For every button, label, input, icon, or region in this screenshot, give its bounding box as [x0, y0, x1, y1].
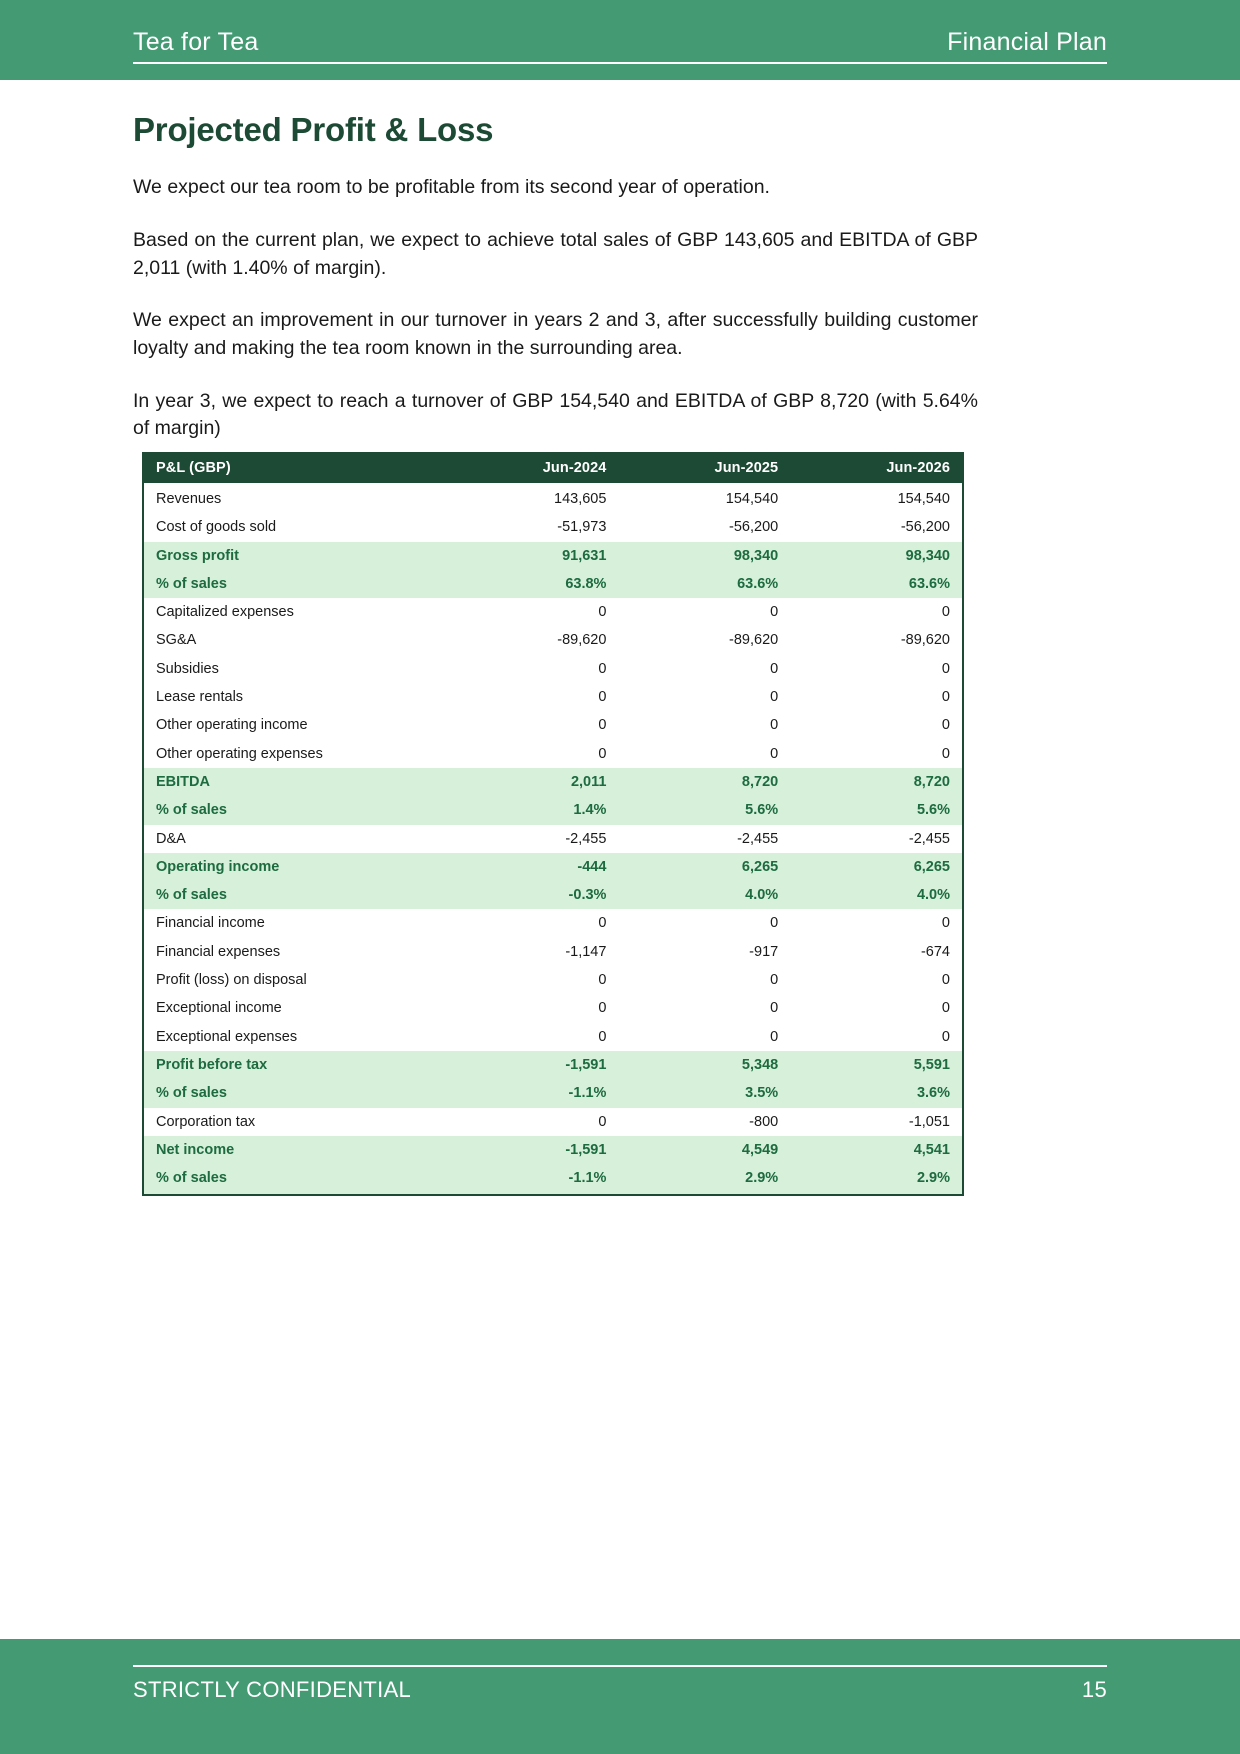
row-value: 0 [618, 909, 790, 937]
table-row [144, 825, 962, 853]
row-value: 8,720 [790, 768, 962, 796]
row-value: 0 [447, 598, 619, 626]
row-value: -89,620 [447, 626, 619, 654]
paragraph-4: In year 3, we expect to reach a turnover of GBP 154,540 and EBITDA of GBP 8,720 (with 5.64% of margin) [133, 389, 978, 440]
row-value: 0 [790, 909, 962, 937]
row-value: 6,265 [618, 853, 790, 881]
table-row [144, 1051, 962, 1079]
row-value: -444 [447, 853, 619, 881]
row-value: -56,200 [618, 513, 790, 541]
row-label: SG&A [144, 626, 447, 654]
row-value: 0 [447, 1108, 619, 1136]
row-value: 1.4% [447, 796, 619, 824]
row-value: -56,200 [790, 513, 962, 541]
column-header-jun-2025: Jun-2025 [618, 454, 790, 483]
table-row [144, 768, 962, 796]
row-value: 63.6% [790, 570, 962, 598]
row-value: -51,973 [447, 513, 619, 541]
table-row [144, 1108, 962, 1136]
row-value: 0 [447, 655, 619, 683]
table-row [144, 740, 962, 768]
row-label: Gross profit [144, 542, 447, 570]
row-value: 0 [618, 740, 790, 768]
row-value: -1.1% [447, 1079, 619, 1107]
row-label: Financial expenses [144, 938, 447, 966]
row-value: 0 [447, 909, 619, 937]
row-value: -1,147 [447, 938, 619, 966]
document-brand-title: Tea for Tea [133, 28, 259, 56]
row-value: 0 [447, 683, 619, 711]
table-row [144, 483, 962, 513]
table-row [144, 626, 962, 654]
row-value: 0 [447, 740, 619, 768]
row-value: 0 [790, 1023, 962, 1051]
paragraph-2: Based on the current plan, we expect to achieve total sales of GBP 143,605 and EBITDA of GBP 2,011 (with 1.40% of margin). [133, 228, 978, 279]
row-label: Cost of goods sold [144, 513, 447, 541]
row-value: 4.0% [618, 881, 790, 909]
page-header-inner [133, 30, 1107, 64]
row-value: -674 [790, 938, 962, 966]
table-header-row [144, 454, 962, 483]
row-value: -2,455 [618, 825, 790, 853]
page-number: 15 [1081, 1677, 1107, 1702]
row-value: 0 [447, 994, 619, 1022]
table-row [144, 796, 962, 824]
table-row [144, 1023, 962, 1051]
table-row [144, 909, 962, 937]
row-value: 63.8% [447, 570, 619, 598]
table-row [144, 1079, 962, 1107]
row-label: Exceptional income [144, 994, 447, 1022]
row-label: % of sales [144, 1079, 447, 1107]
row-value: -0.3% [447, 881, 619, 909]
row-value: 0 [618, 711, 790, 739]
paragraph-1: We expect our tea room to be profitable from its second year of operation. [133, 176, 770, 199]
paragraph-3: We expect an improvement in our turnover in years 2 and 3, after successfully building customer loyalty and making the tea room known in the surrounding area. [133, 309, 978, 360]
row-value: 0 [618, 598, 790, 626]
row-value: -89,620 [618, 626, 790, 654]
row-value: 0 [790, 655, 962, 683]
page-title: Projected Profit & Loss [133, 111, 494, 148]
table-row [144, 655, 962, 683]
column-header-jun-2026: Jun-2026 [790, 454, 962, 483]
table-body [144, 483, 962, 1194]
table-row [144, 683, 962, 711]
row-value: 0 [790, 711, 962, 739]
table-row [144, 1136, 962, 1164]
row-value: 0 [790, 966, 962, 994]
row-label: Financial income [144, 909, 447, 937]
row-label: Revenues [144, 483, 447, 513]
row-value: 154,540 [790, 483, 962, 513]
table-row [144, 513, 962, 541]
row-value: 2.9% [790, 1164, 962, 1194]
row-value: -2,455 [790, 825, 962, 853]
row-value: 0 [618, 994, 790, 1022]
profit-and-loss-table-container [142, 452, 964, 1196]
row-label: Lease rentals [144, 683, 447, 711]
row-value: 8,720 [618, 768, 790, 796]
row-value: 0 [790, 994, 962, 1022]
row-value: 98,340 [618, 542, 790, 570]
row-label: Subsidies [144, 655, 447, 683]
table-row [144, 1164, 962, 1194]
row-value: 0 [447, 966, 619, 994]
row-value: 5.6% [790, 796, 962, 824]
row-value: 0 [790, 740, 962, 768]
table-row [144, 994, 962, 1022]
row-value: 154,540 [618, 483, 790, 513]
table-row [144, 711, 962, 739]
row-value: 0 [618, 966, 790, 994]
row-label: Profit before tax [144, 1051, 447, 1079]
row-value: 0 [447, 1023, 619, 1051]
table-row [144, 938, 962, 966]
page-footer-inner [133, 1665, 1107, 1701]
column-header-label: P&L (GBP) [144, 454, 447, 483]
document-section-title: Financial Plan [947, 28, 1107, 56]
row-label: % of sales [144, 570, 447, 598]
row-value: 3.5% [618, 1079, 790, 1107]
row-label: Operating income [144, 853, 447, 881]
table-row [144, 881, 962, 909]
row-label: Capitalized expenses [144, 598, 447, 626]
main-content [133, 112, 978, 473]
row-value: 2,011 [447, 768, 619, 796]
row-label: % of sales [144, 881, 447, 909]
table-row [144, 598, 962, 626]
row-value: 5,348 [618, 1051, 790, 1079]
row-value: 4,541 [790, 1136, 962, 1164]
row-value: 98,340 [790, 542, 962, 570]
table-row [144, 853, 962, 881]
row-value: 0 [790, 598, 962, 626]
row-value: -1,051 [790, 1108, 962, 1136]
row-value: 0 [447, 711, 619, 739]
row-value: 63.6% [618, 570, 790, 598]
table-row [144, 570, 962, 598]
row-value: -2,455 [447, 825, 619, 853]
row-label: Profit (loss) on disposal [144, 966, 447, 994]
row-label: Exceptional expenses [144, 1023, 447, 1051]
row-label: % of sales [144, 796, 447, 824]
row-value: -800 [618, 1108, 790, 1136]
row-value: 6,265 [790, 853, 962, 881]
row-value: 4.0% [790, 881, 962, 909]
row-value: 4,549 [618, 1136, 790, 1164]
row-value: 91,631 [447, 542, 619, 570]
row-value: 0 [618, 683, 790, 711]
row-label: Net income [144, 1136, 447, 1164]
table-row [144, 542, 962, 570]
row-value: 3.6% [790, 1079, 962, 1107]
row-value: 5.6% [618, 796, 790, 824]
column-header-jun-2024: Jun-2024 [447, 454, 619, 483]
row-label: Other operating income [144, 711, 447, 739]
row-value: 0 [618, 655, 790, 683]
row-value: -89,620 [790, 626, 962, 654]
row-value: 143,605 [447, 483, 619, 513]
table-header [144, 454, 962, 483]
row-value: 0 [618, 1023, 790, 1051]
row-value: -1.1% [447, 1164, 619, 1194]
row-value: 2.9% [618, 1164, 790, 1194]
page-footer [0, 1639, 1240, 1754]
row-label: EBITDA [144, 768, 447, 796]
row-value: -1,591 [447, 1051, 619, 1079]
row-label: D&A [144, 825, 447, 853]
row-value: -1,591 [447, 1136, 619, 1164]
row-value: 5,591 [790, 1051, 962, 1079]
profit-and-loss-table [144, 454, 962, 1194]
page-header [0, 0, 1240, 80]
row-label: Corporation tax [144, 1108, 447, 1136]
row-value: 0 [790, 683, 962, 711]
confidentiality-notice: STRICTLY CONFIDENTIAL [133, 1677, 412, 1702]
row-label: % of sales [144, 1164, 447, 1194]
row-value: -917 [618, 938, 790, 966]
row-label: Other operating expenses [144, 740, 447, 768]
table-row [144, 966, 962, 994]
